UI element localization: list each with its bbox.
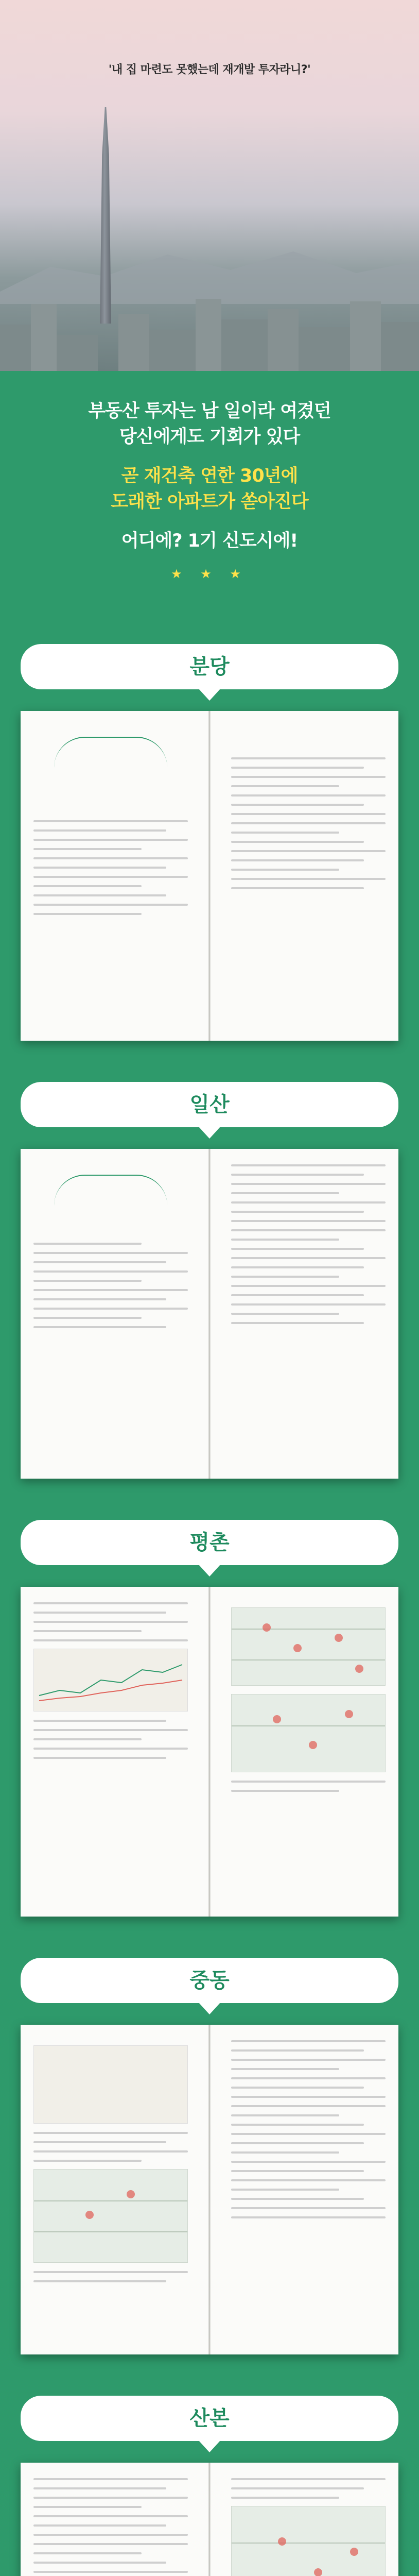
map-figure (231, 1607, 386, 1686)
region-banner-label: 중동 (189, 1969, 230, 1992)
star-icons: ★ ★ ★ (171, 567, 248, 581)
book-page-left (33, 2040, 188, 2339)
region-banner-label: 평촌 (189, 1531, 230, 1554)
book-page-right (231, 2478, 386, 2576)
hero-section (0, 0, 419, 371)
book-spread (21, 2025, 398, 2354)
book-page-left (33, 1602, 188, 1901)
book-spread (21, 711, 398, 1041)
book-spine (208, 1149, 211, 1479)
region-banner-label: 산본 (189, 2406, 230, 2430)
line-chart-figure (33, 1649, 188, 1711)
map-figure (231, 1694, 386, 1772)
book-spine (208, 2025, 211, 2354)
intro-line-4: 도래한 아파트가 쏟아진다 (111, 492, 308, 512)
book-spine (208, 711, 211, 1041)
book-spread (21, 2463, 398, 2576)
table-figure (33, 2045, 188, 2124)
line-chart-graphic (34, 1649, 187, 1710)
intro-section (0, 371, 419, 649)
region-banner-label: 일산 (189, 1093, 230, 1116)
intro-line-2: 당신에게도 기회가 있다 (119, 427, 300, 447)
book-page-left (33, 2478, 188, 2576)
book-page-left (33, 1164, 188, 1463)
intro-line-1: 부동산 투자는 남 일이라 여겼던 (88, 401, 331, 421)
region-banner-label: 분당 (189, 655, 230, 679)
arc-illustration (54, 737, 167, 800)
book-page-right (231, 726, 386, 1025)
book-page-right (231, 1602, 386, 1901)
arc-illustration (54, 1175, 167, 1222)
map-figure (231, 2506, 386, 2576)
region-banner (21, 1082, 398, 1127)
book-spread (21, 1149, 398, 1479)
intro-line-5: 어디에? 1기 신도시에! (121, 531, 298, 551)
book-spine (208, 2463, 211, 2576)
city-skyline (0, 268, 419, 371)
map-figure (33, 2169, 188, 2263)
region-banner (21, 2396, 398, 2441)
hero-quote: '내 집 마련도 못했는데 재개발 투자라니?' (108, 63, 311, 76)
intro-line-3: 곧 재건축 연한 30년에 (121, 466, 298, 486)
book-page-right (231, 2040, 386, 2339)
region-banner (21, 644, 398, 689)
book-spread (21, 1587, 398, 1917)
book-page-right (231, 1164, 386, 1463)
book-spine (208, 1587, 211, 1917)
region-banner (21, 1520, 398, 1565)
book-page-left (33, 726, 188, 1025)
region-banner (21, 1958, 398, 2003)
